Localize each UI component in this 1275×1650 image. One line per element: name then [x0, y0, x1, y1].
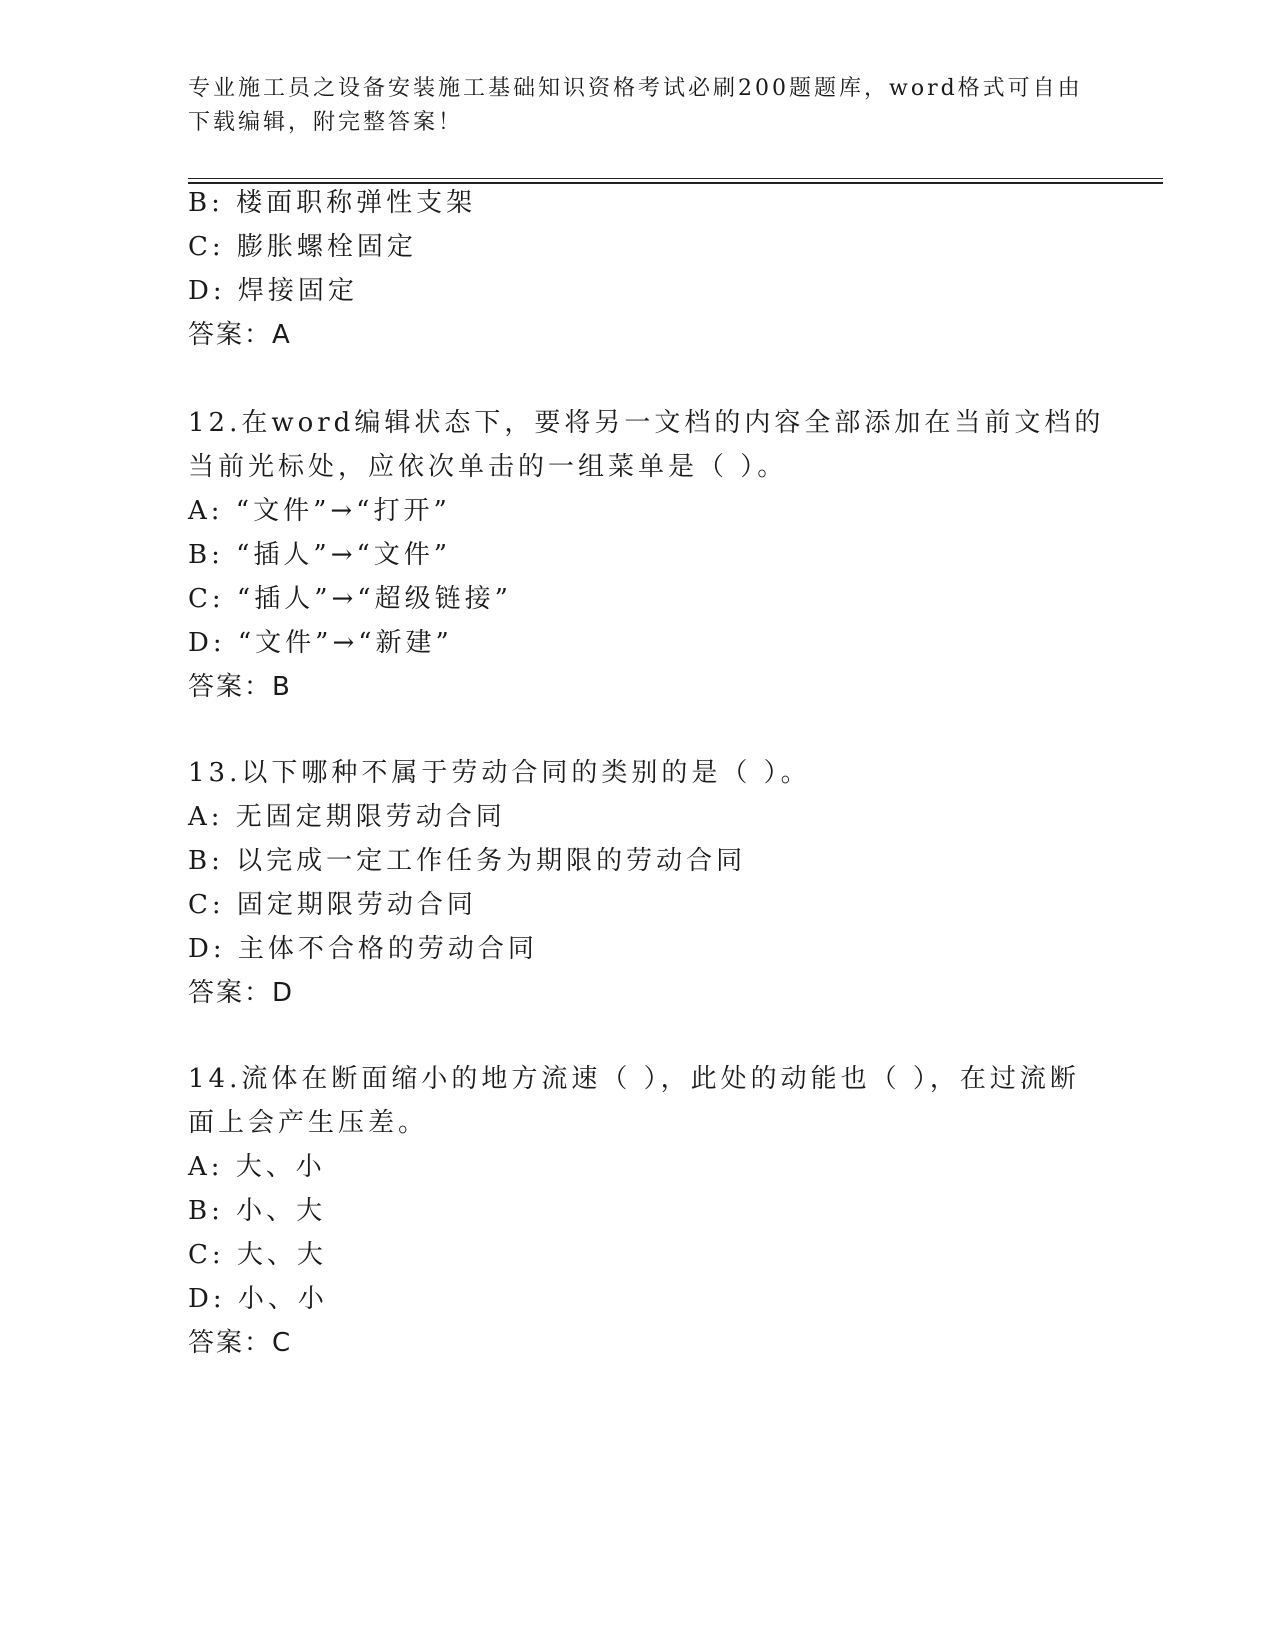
option-a: A: 无固定期限劳动合同: [188, 802, 506, 832]
option-a: A: “文件”→“打开”: [188, 496, 451, 526]
document-header: [188, 72, 1088, 140]
question-stem: 13.以下哪种不属于劳动合同的类别的是（ ）。: [188, 758, 811, 788]
question-stem: 12.在word编辑状态下，要将另一文档的内容全部添加在当前文档的: [188, 408, 1105, 438]
option-c: C: 固定期限劳动合同: [188, 890, 477, 920]
option-d: D: “文件”→“新建”: [188, 628, 453, 658]
option-d: D: 焊接固定: [188, 276, 358, 306]
option-c: C: 膨胀螺栓固定: [188, 232, 417, 262]
header-line-2: 下载编辑，附完整答案！: [188, 110, 464, 135]
header-divider-thin: [188, 178, 1163, 179]
option-b: B: 楼面职称弹性支架: [188, 188, 477, 218]
question-stem: 14.流体在断面缩小的地方流速（ ），此处的动能也（ ），在过流断: [188, 1064, 1080, 1094]
option-d: D: 主体不合格的劳动合同: [188, 934, 538, 964]
question-stem: 当前光标处，应依次单击的一组菜单是（ ）。: [188, 452, 788, 482]
option-a: A: 大、小: [188, 1152, 326, 1182]
answer: 答案：C: [188, 1328, 293, 1358]
answer: 答案：A: [188, 320, 292, 350]
header-line-1: 专业施工员之设备安装施工基础知识资格考试必刷200题题库，word格式可自由: [188, 76, 1083, 101]
option-c: C: 大、大: [188, 1240, 327, 1270]
option-b: B: “插人”→“文件”: [188, 540, 452, 570]
answer: 答案：D: [188, 978, 295, 1008]
answer: 答案：B: [188, 672, 292, 702]
header-divider-thick: [188, 182, 1163, 184]
option-b: B: 以完成一定工作任务为期限的劳动合同: [188, 846, 747, 876]
question-stem: 面上会产生压差。: [188, 1108, 429, 1138]
option-d: D: 小、小: [188, 1284, 328, 1314]
option-c: C: “插人”→“超级链接”: [188, 584, 512, 614]
option-b: B: 小、大: [188, 1196, 327, 1226]
